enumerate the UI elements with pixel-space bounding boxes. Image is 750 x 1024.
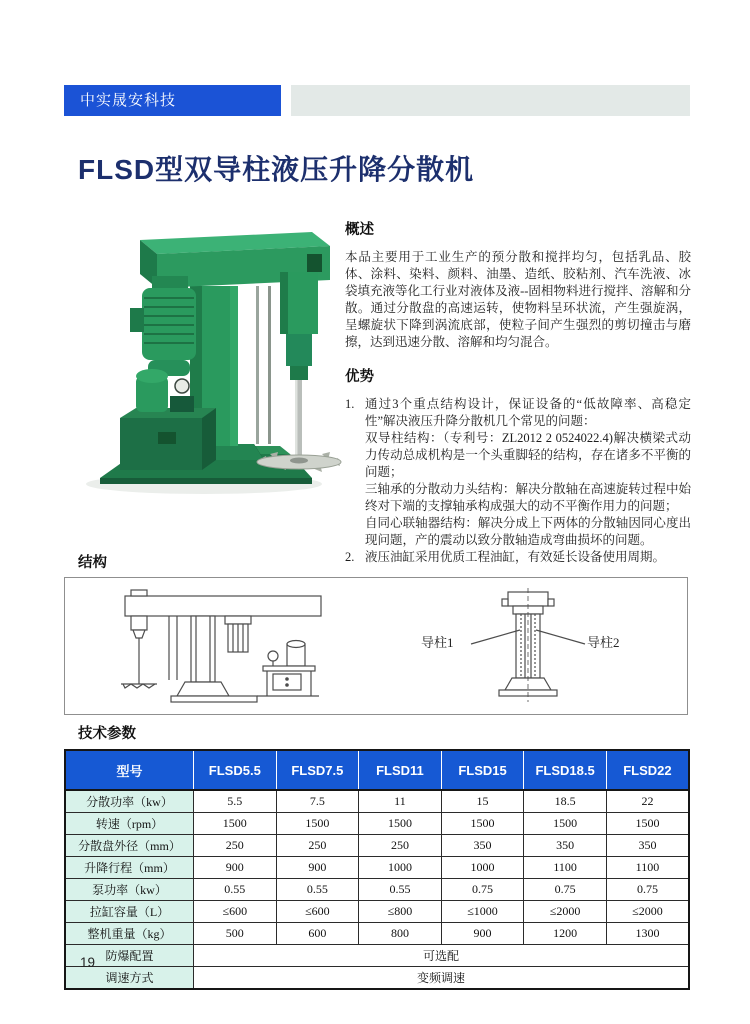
row-label: 整机重量（kg）	[65, 923, 194, 945]
advantage-paragraph: 通过3个重点结构设计，保证设备的“低故障率、高稳定性”解决液压升降分散机几个常见的问题：	[365, 397, 691, 428]
cell: ≤800	[359, 901, 442, 923]
cell-span: 可选配	[194, 945, 690, 967]
specs-heading: 技术参数	[78, 726, 136, 742]
column-header: FLSD11	[359, 750, 442, 790]
column-header-model: 型号	[65, 750, 194, 790]
cell: 500	[194, 923, 277, 945]
advantage-item	[345, 396, 691, 549]
cell: 22	[606, 790, 689, 813]
table-row	[65, 923, 689, 945]
row-label: 调速方式	[65, 967, 194, 990]
advantage-item	[345, 549, 691, 566]
page-title: FLSD型双导柱液压升降分散机	[78, 154, 475, 185]
column-header: FLSD15	[441, 750, 524, 790]
advantages-list	[345, 396, 691, 566]
cell: 1000	[359, 857, 442, 879]
column-header: FLSD22	[606, 750, 689, 790]
cell: 250	[276, 835, 359, 857]
table-row	[65, 945, 689, 967]
structure-heading: 结构	[78, 555, 107, 571]
table-row	[65, 879, 689, 901]
cell: 900	[276, 857, 359, 879]
table-row	[65, 967, 689, 990]
cell: 350	[606, 835, 689, 857]
cell: 18.5	[524, 790, 607, 813]
row-label: 分散盘外径（mm）	[65, 835, 194, 857]
page-number: 19	[80, 955, 96, 970]
list-number: 2.	[345, 550, 355, 564]
structure-diagram-columns	[413, 586, 653, 708]
cell: 800	[359, 923, 442, 945]
cell-span: 变频调速	[194, 967, 690, 990]
table-row	[65, 901, 689, 923]
row-label: 分散功率（kw）	[65, 790, 194, 813]
cell: 900	[194, 857, 277, 879]
cell: ≤600	[194, 901, 277, 923]
table-row	[65, 857, 689, 879]
table-row	[65, 790, 689, 813]
table-row	[65, 813, 689, 835]
advantage-paragraph: 三轴承的分散动力头结构：解决分散轴在高速旋转过程中始终对下端的支撑轴承构成强大的动不平衡作用力的问题；	[365, 482, 691, 513]
cell: 0.55	[359, 879, 442, 901]
cell: 11	[359, 790, 442, 813]
cell: 1100	[606, 857, 689, 879]
cell: 0.75	[606, 879, 689, 901]
product-photo	[62, 208, 342, 502]
cell: 250	[359, 835, 442, 857]
guide-column-2-label: 导柱2	[587, 635, 620, 650]
guide-column-1-label: 导柱1	[421, 635, 454, 650]
row-label: 转速（rpm）	[65, 813, 194, 835]
structure-diagram-machine	[107, 586, 347, 708]
cell: 0.75	[441, 879, 524, 901]
advantage-paragraph: 自同心联轴器结构：解决分成上下两体的分散轴因同心度出现问题，产的震动以致分散轴造成弯曲损坏的问题。	[365, 516, 691, 547]
cell: 15	[441, 790, 524, 813]
overview-body: 本品主要用于工业生产的预分散和搅拌均匀，包括乳品、胶体、涂料、染料、颜料、油墨、造纸、胶粘剂、汽车洗液、冰袋填充液等化工行业对液体及液--固相物料进行搅拌、溶解和分散。通过分散盘的高速运转，使物料呈环状流，产生强旋涡，呈螺旋状下降到涡流底部，使粒子间产生强烈的剪切撞击与磨擦，达到迅速分散、溶解和均匀混合。	[345, 250, 691, 349]
header-band	[291, 85, 690, 116]
row-label: 防爆配置	[65, 945, 194, 967]
company-logo-text: 中实晟安科技	[80, 92, 177, 109]
cell: 1000	[441, 857, 524, 879]
cell: 0.55	[194, 879, 277, 901]
cell: ≤600	[276, 901, 359, 923]
cell: 1500	[606, 813, 689, 835]
cell: 1500	[524, 813, 607, 835]
cell: 5.5	[194, 790, 277, 813]
overview-heading: 概述	[345, 222, 374, 238]
company-logo-box	[64, 85, 281, 116]
description-column	[345, 218, 691, 566]
cell: 900	[441, 923, 524, 945]
cell: 1200	[524, 923, 607, 945]
advantage-paragraph: 双导柱结构：（专利号：ZL2012 2 0524022.4)解决横梁式动力传动总成机构是一个头重脚轻的结构，存在诸多不平衡的问题；	[365, 431, 691, 479]
cell: 600	[276, 923, 359, 945]
cell: 0.55	[276, 879, 359, 901]
row-label: 泵功率（kw）	[65, 879, 194, 901]
advantages-heading: 优势	[345, 369, 374, 385]
cell: 350	[524, 835, 607, 857]
table-row	[65, 835, 689, 857]
cell: ≤2000	[606, 901, 689, 923]
cell: 250	[194, 835, 277, 857]
cell: 1500	[359, 813, 442, 835]
structure-diagram-box	[64, 577, 688, 715]
cell: 1500	[194, 813, 277, 835]
specs-header-row	[65, 750, 689, 790]
cell: ≤2000	[524, 901, 607, 923]
cell: 350	[441, 835, 524, 857]
cell: 1300	[606, 923, 689, 945]
column-header: FLSD7.5	[276, 750, 359, 790]
disperser-machine-illustration	[62, 208, 342, 502]
cell: 1500	[441, 813, 524, 835]
specs-table	[64, 749, 690, 990]
column-header: FLSD5.5	[194, 750, 277, 790]
advantage-paragraph: 液压油缸采用优质工程油缸，有效延长设备使用周期。	[365, 550, 666, 564]
row-label: 升降行程（mm）	[65, 857, 194, 879]
cell: 1100	[524, 857, 607, 879]
column-header: FLSD18.5	[524, 750, 607, 790]
cell: 7.5	[276, 790, 359, 813]
cell: 0.75	[524, 879, 607, 901]
row-label: 拉缸容量（L）	[65, 901, 194, 923]
list-number: 1.	[345, 397, 355, 411]
cell: 1500	[276, 813, 359, 835]
cell: ≤1000	[441, 901, 524, 923]
